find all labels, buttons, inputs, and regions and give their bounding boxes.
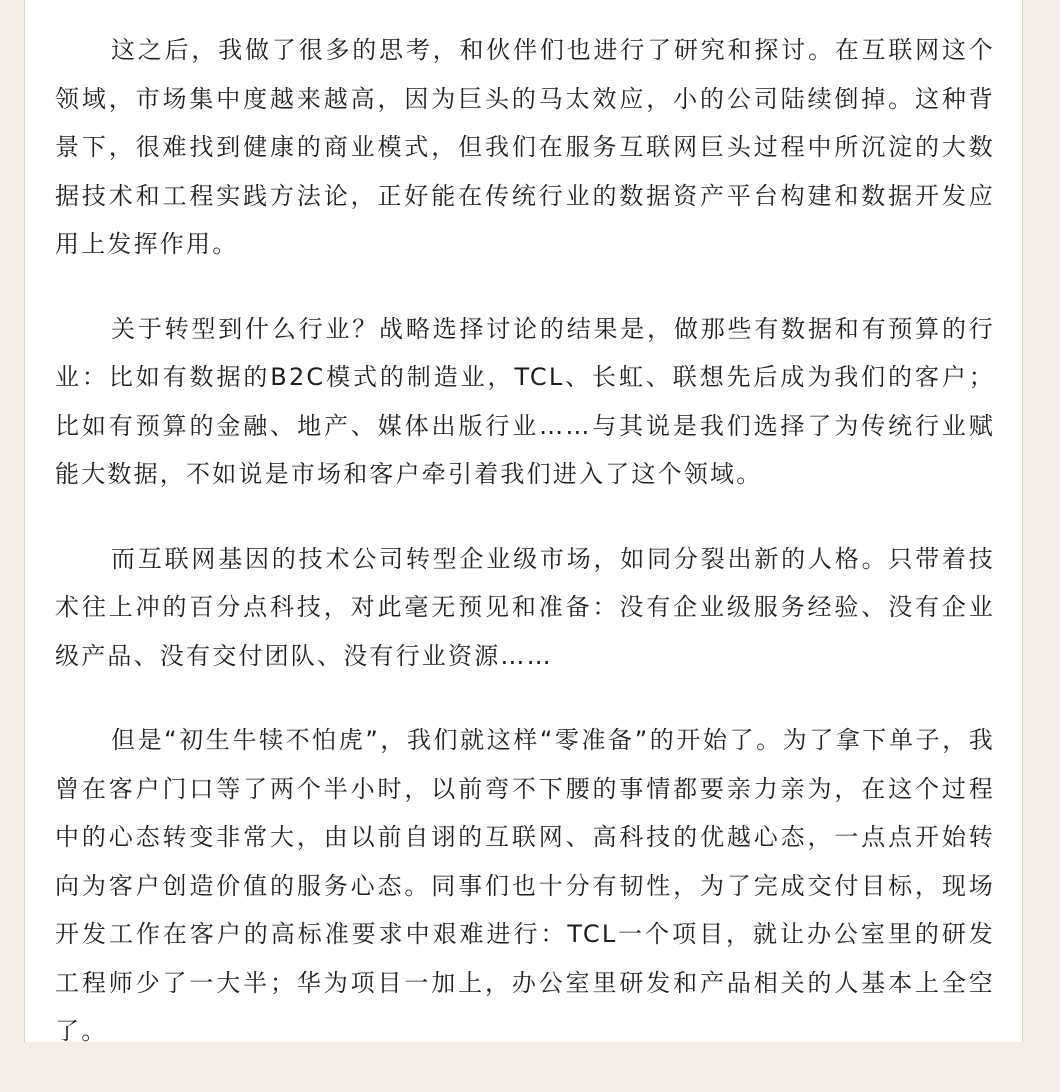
paragraph-4: 但是“初生牛犊不怕虎”，我们就这样“零准备”的开始了。为了拿下单子，我曾在客户门口等了两个半小时，以前弯不下腰的事情都要亲力亲为，在这个过程中的心态转变非常大，由以前自诩的互联网、高科技的优越心态，一点点开始转向为客户创造价值的服务心态。同事们也十分有韧性，为了完成交付目标，现场开发工作在客户的高标准要求中艰难进行：TCL一个项目，就让办公室里的研发工程师少了一大半；华为项目一加上，办公室里研发和产品相关的人基本上全空了。 [55, 726, 995, 1045]
paragraph-1: 这之后，我做了很多的思考，和伙伴们也进行了研究和探讨。在互联网这个领域，市场集中度越来越高，因为巨头的马太效应，小的公司陆续倒掉。这种背景下，很难找到健康的商业模式，但我们在服务互联网巨头过程中所沉淀的大数据技术和工程实践方法论，正好能在传统行业的数据资产平台构建和数据开发应用上发挥作用。 [55, 36, 995, 258]
paragraph-3: 而互联网基因的技术公司转型企业级市场，如同分裂出新的人格。只带着技术往上冲的百分点科技，对此毫无预见和准备：没有企业级服务经验、没有企业级产品、没有交付团队、没有行业资源…… [55, 544, 995, 670]
article-body [55, 26, 995, 1092]
paragraph-2: 关于转型到什么行业？战略选择讨论的结果是，做那些有数据和有预算的行业：比如有数据的B2C模式的制造业，TCL、长虹、联想先后成为我们的客户；比如有预算的金融、地产、媒体出版行业……与其说是我们选择了为传统行业赋能大数据，不如说是市场和客户牵引着我们进入了这个领域。 [55, 314, 995, 488]
article-page [24, 0, 1023, 1045]
